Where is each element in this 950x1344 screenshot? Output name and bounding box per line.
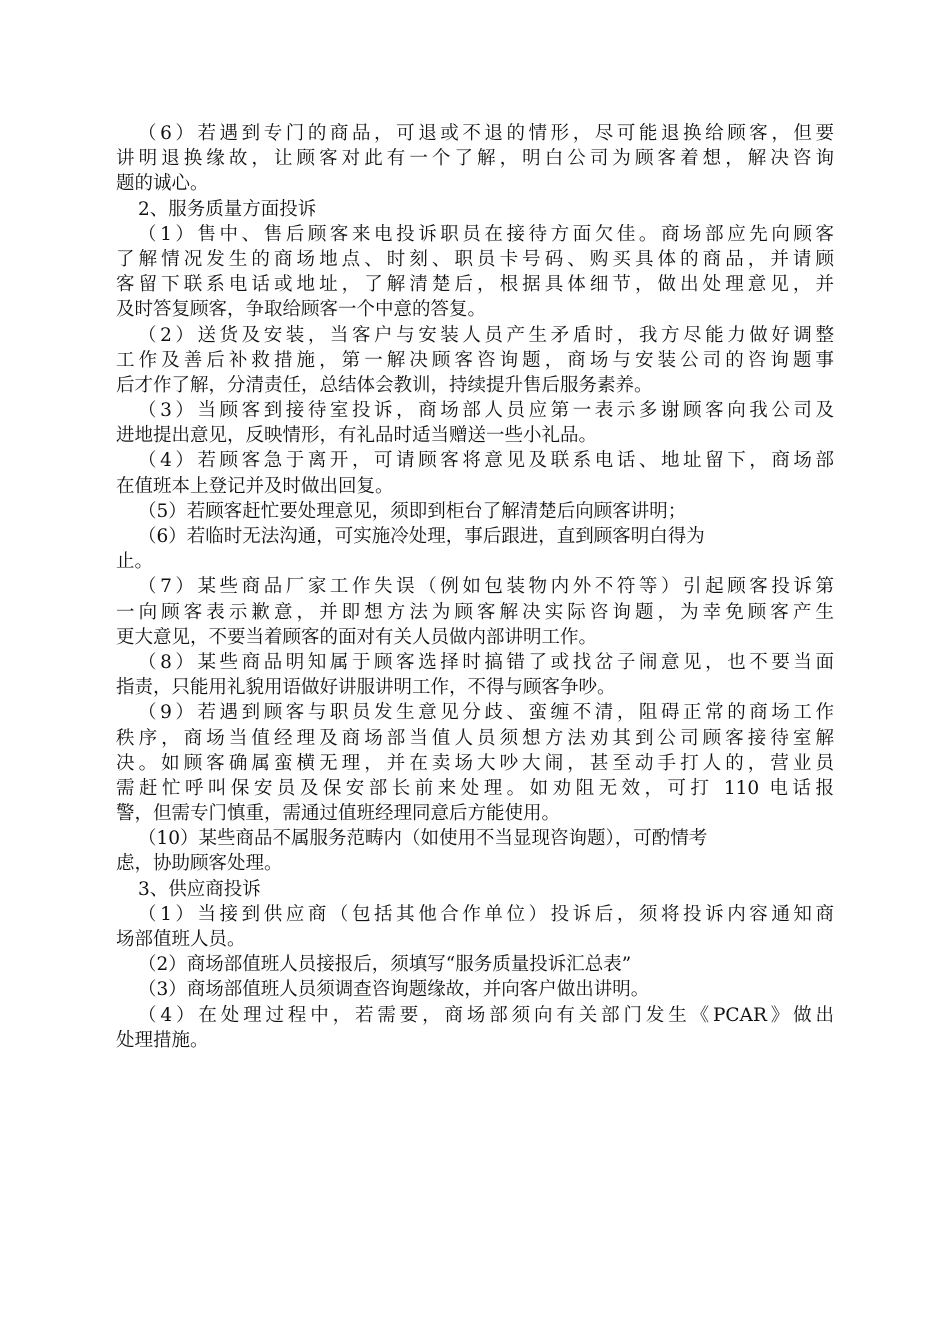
text-line: （9）若遇到顾客与职员发生意见分歧、蛮缠不清，阻碍正常的商场工作 [138, 702, 834, 724]
document-body [116, 121, 834, 1053]
text-line: （3）当顾客到接待室投诉，商场部人员应第一表示多谢顾客向我公司及 [138, 400, 834, 422]
text-line: 场部值班人员。 [116, 929, 246, 950]
text-line: （7）某些商品厂家工作失误（例如包装物内外不符等）引起顾客投诉第 [138, 576, 834, 598]
text-line: 在值班本上登记并及时做出回复。 [116, 475, 394, 497]
text-line: （3）商场部值班人员须调查咨询题缘故，并向客户做出讲明。 [138, 979, 650, 1001]
text-line: （8）某些商品明知属于顾客选择时搞错了或找岔子闹意见，也不要当面 [138, 651, 834, 673]
text-line: 2、服务质量方面投诉 [138, 198, 317, 220]
text-line: （1）售中、售后顾客来电投诉职员在接待方面欠佳。商场部应先向顾客 [138, 223, 834, 245]
text-line: （5）若顾客赶忙要处理意见，须即到柜台了解清楚后向顾客讲明； [138, 500, 687, 522]
text-line: 处理措施。 [116, 1029, 209, 1051]
text-line: 了解情况发生的商场地点、时刻、职员卡号码、购买具体的商品，并请顾 [116, 248, 834, 270]
text-line: 更大意见，不要当着顾客的面对有关人员做内部讲明工作。 [116, 626, 598, 648]
text-line: （4）在处理过程中，若需要，商场部须向有关部门发生《PCAR》做出 [138, 1004, 834, 1026]
text-line: 虑，协助顾客处理。 [116, 853, 283, 875]
text-line: （4）若顾客急于离开，可请顾客将意见及联系电话、地址留下，商场部 [138, 450, 834, 472]
text-line: 一向顾客表示歉意，并即想方法为顾客解决实际咨询题，为幸免顾客产生 [116, 601, 834, 623]
text-line: 秩序，商场当值经理及商场部当值人员须想方法劝其到公司顾客接待室解 [116, 727, 834, 749]
text-line: 止。 [116, 551, 154, 573]
text-line: 后才作了解，分清责任，总结体会教训，持续提升售后服务素养。 [116, 374, 653, 396]
text-line: （6）若遇到专门的商品，可退或不退的情形，尽可能退换给顾客，但要 [138, 123, 834, 144]
text-line: 题的诚心。 [116, 173, 209, 195]
text-line: 工作及善后补救措施，第一解决顾客咨询题，商场与安装公司的咨询题事 [116, 349, 834, 371]
text-line: （2）商场部值班人员接报后，须填写“服务质量投诉汇总表” [138, 954, 632, 976]
text-line: 进地提出意见，反映情形，有礼品时适当赠送一些小礼品。 [116, 425, 598, 447]
text-line: （10）某些商品不属服务范畴内（如使用不当显现咨询题），可酌情考 [138, 828, 708, 850]
text-line: （6）若临时无法沟通，可实施冷处理，事后跟进，直到顾客明白得为 [138, 526, 705, 547]
text-line: 讲明退换缘故，让顾客对此有一个了解，明白公司为顾客着想，解决咨询 [116, 148, 834, 170]
text-line: 决。如顾客确属蛮横无理，并在卖场大吵大闹，甚至动手打人的，营业员 [116, 752, 834, 774]
text-line: 警，但需专门慎重，需通过值班经理同意后方能使用。 [116, 803, 561, 825]
text-line: （1）当接到供应商（包括其他合作单位）投诉后，须将投诉内容通知商 [138, 903, 834, 925]
text-line: 3、供应商投诉 [138, 878, 261, 900]
text-line: 指责，只能用礼貌用语做好讲服讲明工作，不得与顾客争吵。 [116, 677, 616, 699]
text-line: 及时答复顾客，争取给顾客一个中意的答复。 [116, 299, 487, 321]
text-line: （2）送货及安装，当客户与安装人员产生矛盾时，我方尽能力做好调整 [138, 324, 834, 346]
text-line: 客留下联系电话或地址，了解清楚后，根据具体细节，做出处理意见，并 [116, 274, 834, 296]
text-line: 需赶忙呼叫保安员及保安部长前来处理。如劝阻无效，可打 110 电话报 [116, 777, 834, 799]
